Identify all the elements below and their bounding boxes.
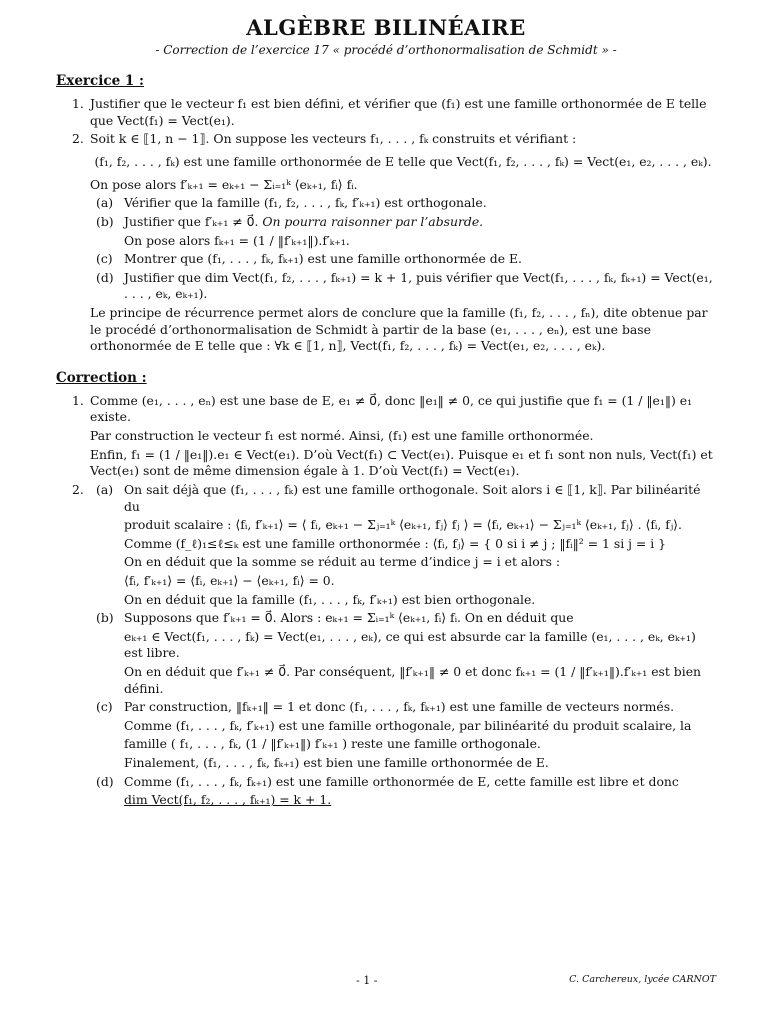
correction-line: Comme (f₁, . . . , fₖ, fₖ₊₁) est une famille orthonormée de E, cette famille est libre et donc [124, 773, 679, 789]
correction-line: Finalement, (f₁, . . . , fₖ, fₖ₊₁) est bien une famille orthonormée de E. [124, 755, 549, 771]
question-text: Soit k ∈ ⟦1, n − 1⟧. On suppose les vecteurs f₁, . . . , fₖ construits et vérifiant : [90, 131, 577, 147]
correction-part-2 [56, 482, 716, 809]
correction-line: On sait déjà que (f₁, . . . , fₖ) est une famille orthogonale. Soit alors i ∈ ⟦1, k⟧. Par bilinéarité du [124, 481, 701, 514]
exercise-conclusion: Le principe de récurrence permet alors de conclure que la famille (f₁, f₂, . . . , fₙ), dite obtenue par le procédé d’orthonormalisation de Schmidt à partir de la base (e₁, . . . , eₙ), est une base orthonormée de E telle que : ∀k ∈ ⟦1, n⟧, Vect(f₁, f₂, . . . , fₖ) = Vect(e₁, e₂, . . . , eₖ). [90, 304, 708, 354]
question-text: Justifier que le vecteur f₁ est bien défini, et vérifier que (f₁) est une famille orthonormée de E telle que Vect(f₁) = Vect(e₁). [90, 96, 707, 128]
correction-line: Comme (f₁, . . . , fₖ, f′ₖ₊₁) est une famille orthogonale, par bilinéarité du produit scalaire, la [124, 717, 692, 733]
sub-question-text: Justifier que f′ₖ₊₁ ≠ 0⃗. [124, 213, 259, 229]
sub-question-label: (d) [96, 269, 114, 285]
page-subtitle: - Correction de l’exercice 17 « procédé d’orthonormalisation de Schmidt » - [155, 43, 617, 58]
document-page [56, 15, 716, 987]
sub-correction-label: (a) [96, 481, 114, 497]
page-number: - 1 - [356, 974, 378, 987]
sub-question-a [90, 195, 716, 212]
correction-line: Enfin, f₁ = (1 / ‖e₁‖).e₁ ∈ Vect(e₁). D’où Vect(f₁) ⊂ Vect(e₁). Puisque e₁ et f₁ sont non nuls, Vect(f₁) et Vect(e₁) sont de même dimension égale à 1. D’où Vect(f₁) = Vect(e₁). [90, 446, 713, 479]
sub-question-d [90, 270, 716, 303]
hypothesis-display: (f₁, f₂, . . . , fₖ) est une famille orthonormée de E telle que Vect(f₁, f₂, . . . , fₖ) = Vect(e₁, e₂, . . . , eₖ). [94, 154, 712, 170]
sub-question-text: Montrer que (f₁, . . . , fₖ, fₖ₊₁) est une famille orthonormée de E. [124, 251, 522, 267]
correction-line: On en déduit que la somme se réduit au terme d’indice j = i et alors : [124, 554, 561, 570]
sub-question-label: (a) [96, 195, 114, 211]
correction-line: Comme (e₁, . . . , eₙ) est une base de E, e₁ ≠ 0⃗, donc ‖e₁‖ ≠ 0, ce qui justifie que f₁ = (1 / ‖e₁‖) e₁ existe. [90, 392, 693, 425]
correction-line-underlined: dim Vect(f₁, f₂, . . . , fₖ₊₁) = k + 1. [124, 792, 332, 808]
correction-line: Par construction, ‖fₖ₊₁‖ = 1 et donc (f₁, . . . , fₖ, fₖ₊₁) est une famille de vecteurs normés. [124, 699, 675, 715]
correction-line: produit scalaire : ⟨fᵢ, f′ₖ₊₁⟩ = ⟨ fᵢ, eₖ₊₁ − Σⱼ₌₁ᵏ ⟨eₖ₊₁, fⱼ⟩ fⱼ ⟩ = ⟨fᵢ, eₖ₊₁⟩ − Σⱼ₌₁ᵏ ⟨eₖ₊₁, fⱼ⟩ . ⟨fᵢ, fⱼ⟩. [124, 517, 682, 533]
sub-correction-label: (c) [96, 699, 113, 715]
sub-question-label: (c) [96, 251, 113, 267]
correction-line: Par construction le vecteur f₁ est normé. Ainsi, (f₁) est une famille orthonormée. [90, 428, 594, 444]
sub-correction-label: (b) [96, 610, 114, 626]
sub-question-label: (b) [96, 213, 114, 229]
sub-question-hint: On pourra raisonner par l’absurde. [262, 213, 484, 229]
page-title: ALGÈBRE BILINÉAIRE [246, 15, 526, 40]
definition-line: On pose alors f′ₖ₊₁ = eₖ₊₁ − Σᵢ₌₁ᵏ ⟨eₖ₊₁, fᵢ⟩ fᵢ. [90, 176, 358, 192]
correction-line: ⟨fᵢ, f′ₖ₊₁⟩ = ⟨fᵢ, eₖ₊₁⟩ − ⟨eₖ₊₁, fᵢ⟩ = 0. [124, 572, 335, 588]
sub-question-c [90, 251, 716, 268]
sub-question-text: Justifier que dim Vect(f₁, f₂, . . . , fₖ₊₁) = k + 1, puis vérifier que Vect(f₁, . . . , fₖ, fₖ₊₁) = Vect(e₁, . . . , eₖ, eₖ₊₁). [124, 269, 713, 302]
correction-number: 1. [72, 392, 84, 408]
correction-line: On en déduit que la famille (f₁, . . . , fₖ, f′ₖ₊₁) est bien orthogonale. [124, 591, 536, 607]
correction-line: famille ( f₁, . . . , fₖ, (1 / ‖f′ₖ₊₁‖) f′ₖ₊₁ ) reste une famille orthogonale. [124, 736, 541, 752]
correction-heading: Correction : [56, 369, 147, 386]
sub-correction-label: (d) [96, 773, 114, 789]
correction-part-1 [56, 393, 716, 480]
exercise-heading: Exercice 1 : [56, 73, 144, 90]
correction-sub-c [90, 699, 716, 771]
correction-line: Comme (f_ℓ)₁≤ℓ≤ₖ est une famille orthonormée : ⟨fᵢ, fⱼ⟩ = { 0 si i ≠ j ; ‖fᵢ‖² = 1 si j = i } [124, 535, 666, 551]
question-number: 1. [72, 96, 84, 112]
author-credit: C. Carchereux, lycée CARNOT [569, 974, 716, 985]
correction-sub-b [90, 610, 716, 697]
sub-question-b [90, 214, 716, 249]
definition-line: On pose alors fₖ₊₁ = (1 / ‖f′ₖ₊₁‖).f′ₖ₊₁. [124, 232, 350, 248]
question-number: 2. [72, 131, 84, 147]
correction-sub-d [90, 774, 716, 809]
correction-line: On en déduit que f′ₖ₊₁ ≠ 0⃗. Par conséquent, ‖f′ₖ₊₁‖ ≠ 0 et donc fₖ₊₁ = (1 / ‖f′ₖ₊₁‖).f′ₖ₊₁ est bien défini. [124, 664, 702, 696]
exercise-question-1 [56, 96, 716, 129]
correction-sub-a [90, 482, 716, 608]
exercise-question-2 [56, 131, 716, 354]
correction-number: 2. [72, 481, 84, 497]
correction-line: eₖ₊₁ ∈ Vect(f₁, . . . , fₖ) = Vect(e₁, . . . , eₖ), ce qui est absurde car la famille (e₁, . . . , eₖ, eₖ₊₁) est libre. [124, 628, 696, 661]
correction-line: Supposons que f′ₖ₊₁ = 0⃗. Alors : eₖ₊₁ = Σᵢ₌₁ᵏ ⟨eₖ₊₁, fᵢ⟩ fᵢ. On en déduit que [124, 610, 574, 626]
sub-question-text: Vérifier que la famille (f₁, f₂, . . . , fₖ, f′ₖ₊₁) est orthogonale. [124, 195, 487, 211]
